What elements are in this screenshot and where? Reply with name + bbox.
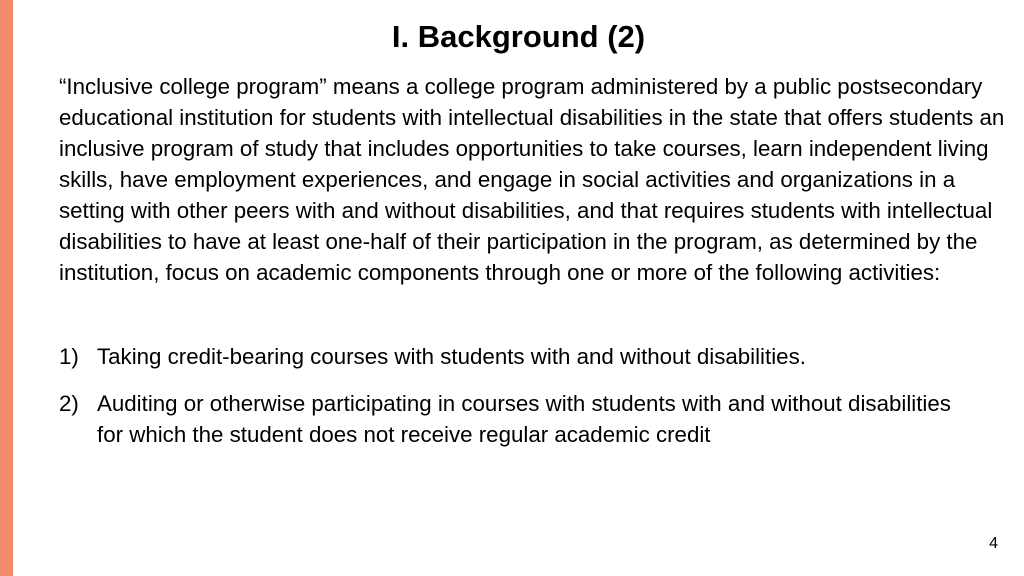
page-number: 4 [989, 535, 998, 552]
list-item-text: Taking credit-bearing courses with students with and without disabilities. [97, 344, 806, 369]
list-item-text: Auditing or otherwise participating in courses with students with and without disabilities for which the student does not receive regular academic credit [97, 391, 951, 447]
list-item [59, 388, 959, 450]
list-item-number: 2) [59, 391, 79, 416]
accent-bar [0, 0, 13, 576]
list-item-number: 1) [59, 344, 79, 369]
definition-paragraph: “Inclusive college program” means a college program administered by a public postsecondary educational institution for students with intellectual disabilities in the state that offers students an inclusive program of study that includes opportunities to take courses, learn independent living skills, have employment experiences, and engage in social activities and organizations in a setting with other peers with and without disabilities, and that requires students with intellectual disabilities to have at least one-half of their participation in the program, as determined by the institution, focus on academic components through one or more of the following activities: [59, 74, 1005, 285]
activity-list [59, 341, 959, 466]
list-item [59, 341, 959, 372]
slide-title: I. Background (2) [391, 19, 646, 54]
